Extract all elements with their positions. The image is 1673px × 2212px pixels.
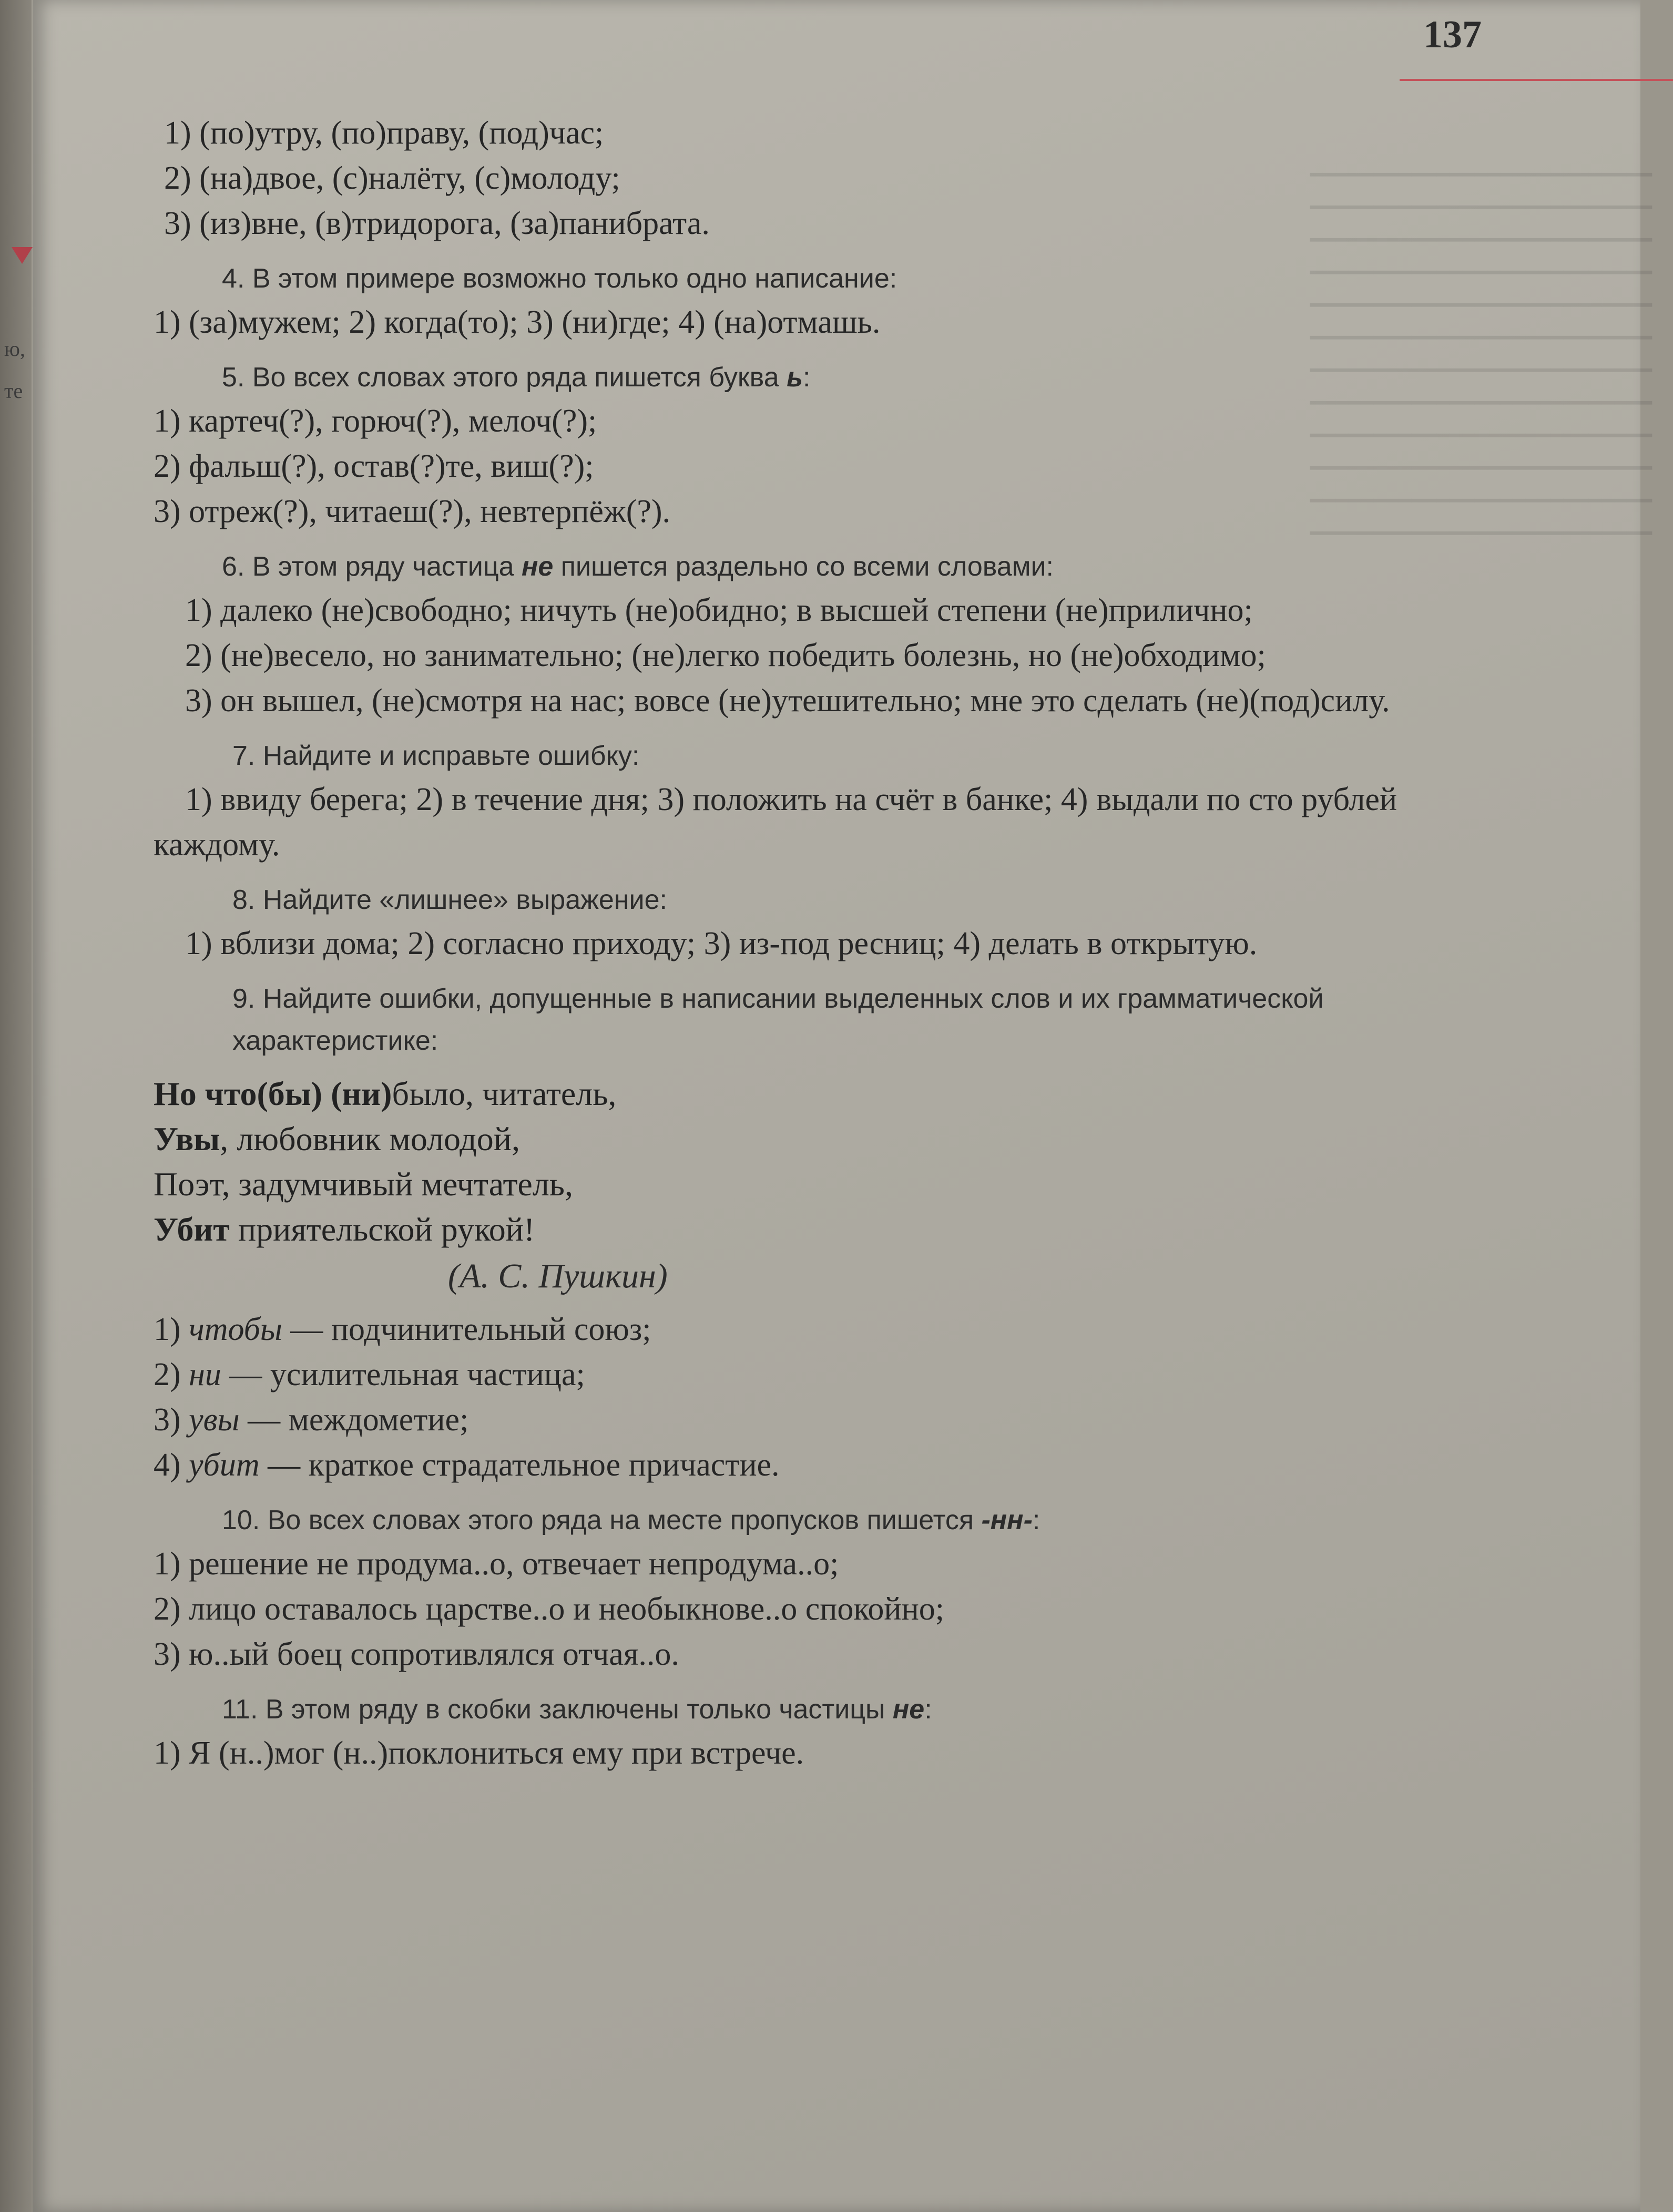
prompt-emphasis: -нн- xyxy=(981,1505,1033,1535)
poem-text: приятельской рукой! xyxy=(229,1211,535,1248)
option-line: 3) ю..ый боец сопротивлялся отчая..о. xyxy=(154,1636,679,1672)
task-9 xyxy=(154,978,1542,1488)
highlighted-word: Но что(бы) (ни) xyxy=(154,1075,392,1112)
poem-line xyxy=(154,1207,1542,1252)
task-prompt xyxy=(154,1499,1542,1541)
left-margin-fragment: ю, xyxy=(4,337,25,361)
option-number: 3) xyxy=(154,1402,189,1438)
bookmark-ribbon-icon xyxy=(12,247,33,264)
page-content xyxy=(154,110,1542,1776)
task-7 xyxy=(154,735,1542,867)
option-line: 1) (по)утру, (по)праву, (под)час; xyxy=(164,115,604,151)
option-word: чтобы xyxy=(189,1312,282,1347)
poem-author: (А. С. Пушкин) xyxy=(448,1257,668,1295)
prompt-text: пишется раздельно со всеми словами: xyxy=(553,551,1054,582)
poem-text: было, читатель, xyxy=(392,1075,617,1112)
option-text: — междометие; xyxy=(239,1402,469,1438)
prompt-text: 10. Во всех словах этого ряда на месте пропусков пишется xyxy=(222,1505,982,1535)
option-number: 1) xyxy=(154,1312,189,1347)
page-number: 137 xyxy=(1423,13,1482,56)
prompt-text: 5. Во всех словах этого ряда пишется буква xyxy=(222,362,787,393)
book-page xyxy=(33,0,1652,2212)
task-5 xyxy=(154,356,1542,534)
option-line: 2) лицо оставалось царстве..о и необыкнове..о спокойно; xyxy=(154,1591,944,1627)
option-number: 4) xyxy=(154,1447,189,1483)
option-word: ни xyxy=(189,1357,221,1392)
task-prompt: 7. Найдите и исправьте ошибку: xyxy=(232,741,640,771)
poem-line: Поэт, задумчивый мечтатель, xyxy=(154,1165,573,1203)
option-line: 1) ввиду берега; 2) в течение дня; 3) положить на счёт в банке; 4) выдали по сто рублей каждому. xyxy=(154,782,1397,863)
option-line: 1) вблизи дома; 2) согласно приходу; 3) из-под ресниц; 4) делать в открытую. xyxy=(185,926,1258,961)
option-line: 1) картеч(?), горюч(?), мелоч(?); xyxy=(154,403,597,439)
option-line xyxy=(154,1442,1542,1488)
prompt-emphasis: ь xyxy=(787,362,803,393)
poem-line xyxy=(154,1071,1542,1117)
poem-quote xyxy=(154,1071,1542,1252)
option-line xyxy=(154,1307,1542,1352)
option-line: 1) (за)мужем; 2) когда(то); 3) (ни)где; 4) (на)отмашь. xyxy=(154,304,881,340)
highlighted-word: Увы xyxy=(154,1120,220,1158)
task-prompt xyxy=(154,356,1542,398)
option-text: — усилительная частица; xyxy=(221,1357,585,1392)
poem-text: , любовник молодой, xyxy=(220,1120,520,1158)
option-line: 2) фальш(?), остав(?)те, виш(?); xyxy=(154,448,594,484)
option-line: 3) он вышел, (не)смотря на нас; вовсе (не)утешительно; мне это сделать (не)(под)силу. xyxy=(185,683,1390,719)
task-10 xyxy=(154,1499,1542,1677)
task-prompt: 9. Найдите ошибки, допущенные в написании выделенных слов и их грамматической характеристике: xyxy=(232,984,1324,1056)
left-page-edge xyxy=(0,0,32,2212)
prompt-text: 6. В этом ряду частица xyxy=(222,551,522,582)
task-11 xyxy=(154,1688,1542,1776)
prompt-emphasis: не xyxy=(522,551,554,582)
prompt-emphasis: не xyxy=(892,1694,925,1725)
option-line: 2) (не)весело, но занимательно; (не)легко победить болезнь, но (не)обходимо; xyxy=(185,638,1266,673)
prompt-text: : xyxy=(1032,1505,1040,1535)
option-word: увы xyxy=(189,1402,240,1438)
task-4 xyxy=(154,258,1542,345)
prompt-text: : xyxy=(924,1694,932,1725)
task-prompt: 4. В этом примере возможно только одно написание: xyxy=(222,263,897,294)
option-line: 1) Я (н..)мог (н..)поклониться ему при встрече. xyxy=(154,1735,804,1771)
option-line: 3) отреж(?), читаеш(?), невтерпёж(?). xyxy=(154,494,671,529)
show-through-texture: ━━━━━━━━━━━━━━━━━━━━━━━━━━━ ━━━━━━━━━━━━━━━━━━━━━━━━━━━ ━━━━━━━━━━━━━━━━━━━━━━━━━━━ ━━━━━━━━━━━━━━━━━━━━━━━━━━━ ━━━━━━━━━━━━━━━━━━━━━━━━━━━ ━━━━━━━━━━━━━━━━━━━━━━━━━━━ ━━━━━━━━━━━━━━━━━━━━━━━━━━━ ━━━━━━━━━━━━━━━━━━━━━━━━━━━ ━━━━━━━━━━━━━━━━━━━━━━━━━━━ ━━━━━━━━━━━━━━━━━━━━━━━━━━━ ━━━━━━━━━━━━━━━━━━━━━━━━━━━ ━━━━━━━━━━━━━━━━━━━━━━━━━━━ xyxy=(1310,163,1652,545)
task-9-options xyxy=(154,1307,1542,1488)
poem-line xyxy=(154,1117,1542,1162)
option-line xyxy=(154,1397,1542,1442)
option-text: — краткое страдательное причастие. xyxy=(259,1447,780,1483)
task-3-options xyxy=(164,110,1542,246)
prompt-text: : xyxy=(802,362,811,393)
option-line: 1) далеко (не)свободно; ничуть (не)обидно; в высшей степени (не)прилично; xyxy=(185,592,1253,628)
task-prompt xyxy=(154,1688,1542,1730)
task-8 xyxy=(154,879,1542,966)
task-prompt xyxy=(154,546,1542,588)
prompt-text: 11. В этом ряду в скобки заключены только частицы xyxy=(222,1694,893,1725)
option-line: 2) (на)двое, (с)налёту, (с)молоду; xyxy=(164,160,620,196)
task-6 xyxy=(154,546,1542,723)
left-margin-fragment: те xyxy=(4,379,23,403)
option-line xyxy=(154,1352,1542,1397)
highlighted-word: Убит xyxy=(154,1211,230,1248)
option-line: 1) решение не продума..о, отвечает непродума..о; xyxy=(154,1546,839,1582)
option-number: 2) xyxy=(154,1357,189,1392)
task-prompt: 8. Найдите «лишнее» выражение: xyxy=(232,885,667,915)
option-word: убит xyxy=(189,1447,260,1483)
option-line: 3) (из)вне, (в)тридорога, (за)панибрата. xyxy=(164,206,710,241)
header-rule xyxy=(1400,79,1673,81)
option-text: — подчинительный союз; xyxy=(282,1312,651,1347)
